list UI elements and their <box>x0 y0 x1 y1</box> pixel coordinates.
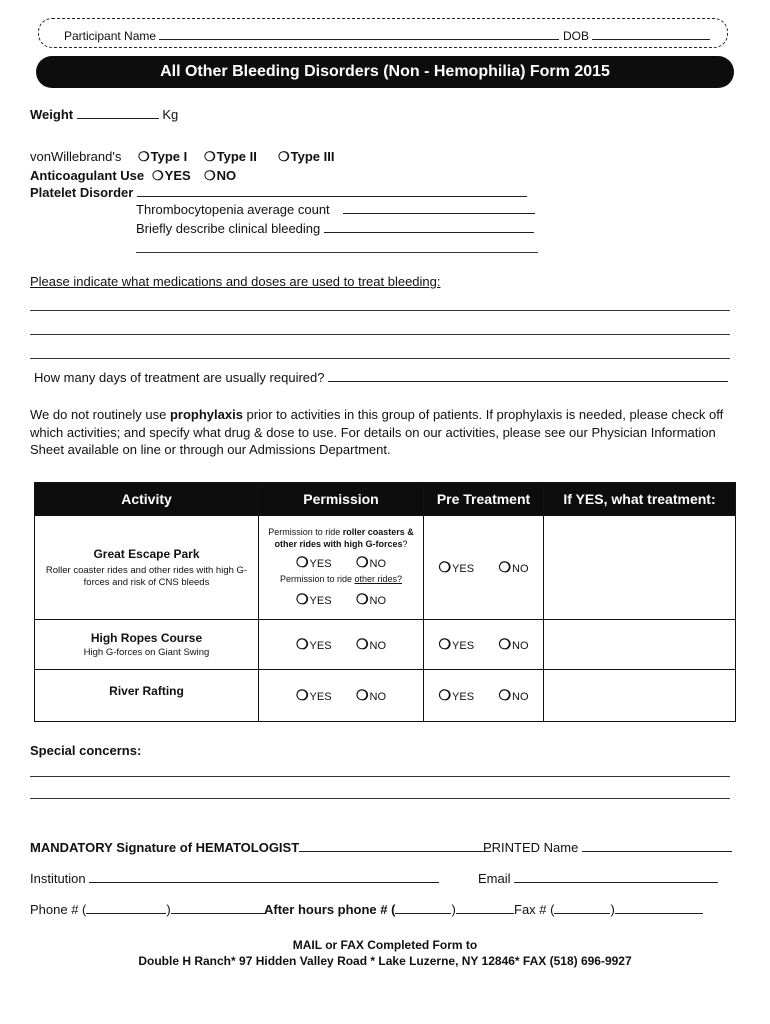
radio-icon: ❍ <box>355 554 369 570</box>
treatment-cell[interactable] <box>544 516 736 620</box>
signature-field[interactable] <box>30 840 491 855</box>
radio-icon: ❍ <box>498 635 512 652</box>
radio-icon: ❍ <box>498 558 512 575</box>
permission-question-2: Permission to ride other rides? <box>279 574 403 584</box>
radio-icon: ❍ <box>295 635 309 652</box>
pretreatment-yes-option[interactable]: ❍YES <box>438 558 475 575</box>
activity-description: High G-forces on Giant Swing <box>83 646 210 658</box>
institution-label: Institution <box>30 871 86 886</box>
platelet-label: Platelet Disorder <box>30 185 134 200</box>
thrombocytopenia-line[interactable] <box>343 202 535 214</box>
clinical-bleeding-line[interactable] <box>324 221 534 233</box>
activity-table <box>34 482 736 722</box>
weight-unit: Kg <box>162 107 179 122</box>
radio-icon: ❍ <box>355 635 369 652</box>
thrombocytopenia-label: Thrombocytopenia average count <box>136 202 330 217</box>
pretreatment-yes-option[interactable]: ❍YES <box>438 686 475 703</box>
phone-field[interactable]: Phone # ( ) <box>30 902 265 917</box>
special-concerns-label: Special concerns: <box>30 743 142 758</box>
weight-line[interactable] <box>77 107 159 119</box>
pretreatment-cell <box>424 670 544 722</box>
header-treatment: If YES, what treatment: <box>544 483 736 516</box>
type1-option[interactable]: ❍Type I <box>138 149 188 164</box>
type3-option[interactable]: ❍Type III <box>278 149 335 164</box>
permission-question-1: Permission to ride roller coasters & other rides with high G-forces? <box>268 527 414 549</box>
table-row <box>35 620 736 670</box>
permission-yes-option[interactable]: ❍YES <box>295 686 332 703</box>
dob-label: DOB <box>563 29 590 43</box>
participant-name-field[interactable] <box>64 28 559 43</box>
type2-option[interactable]: ❍Type II <box>204 149 257 164</box>
email-field[interactable] <box>478 871 718 886</box>
radio-icon: ❍ <box>278 149 290 164</box>
activity-cell <box>35 670 259 722</box>
prophylaxis-bold: prophylaxis <box>169 407 243 422</box>
treatment-cell[interactable] <box>544 620 736 670</box>
participant-name-line[interactable] <box>159 28 559 40</box>
activity-cell <box>35 516 259 620</box>
activity-name: Great Escape Park <box>93 546 200 561</box>
permission-no-option[interactable]: ❍NO <box>355 635 387 652</box>
radio-icon: ❍ <box>498 686 512 703</box>
activity-name: River Rafting <box>109 683 184 698</box>
fax-field[interactable]: Fax # ( ) <box>514 902 703 917</box>
institution-field[interactable] <box>30 871 439 886</box>
pretreatment-yes-option[interactable]: ❍YES <box>438 635 475 652</box>
signature-label: MANDATORY Signature of HEMATOLOGIST <box>30 840 300 855</box>
clinical-bleeding-field[interactable] <box>136 221 534 236</box>
medications-line-2[interactable] <box>30 334 730 335</box>
radio-icon: ❍ <box>138 149 150 164</box>
anticoagulant-yes-option[interactable]: ❍YES <box>152 168 191 183</box>
medications-line-3[interactable] <box>30 358 730 359</box>
dob-field[interactable] <box>563 28 710 43</box>
permission-yes-option[interactable]: ❍YES <box>295 635 332 652</box>
activity-description: Roller coaster rides and other rides with high G-forces and risk of CNS bleeds <box>45 564 248 588</box>
activity-cell <box>35 620 259 670</box>
table-row <box>35 516 736 620</box>
activity-table-header <box>35 483 736 516</box>
radio-icon: ❍ <box>295 686 309 703</box>
header-permission: Permission <box>259 483 424 516</box>
medications-line-1[interactable] <box>30 310 730 311</box>
printed-name-field[interactable] <box>483 840 732 855</box>
radio-icon: ❍ <box>438 558 452 575</box>
permission-yes-option[interactable]: ❍YES <box>295 591 332 607</box>
treatment-days-label: How many days of treatment are usually required? <box>34 370 325 385</box>
prophylaxis-paragraph: We do not routinely use prophylaxis prior to activities in this group of patients. If prophylaxis is needed, please check off which activities; and specify what drug & dose to use. For details on our activities, please see our Physician Information Sheet available on line or through our Admissions Department. <box>30 407 724 457</box>
permission-yes-option[interactable]: ❍YES <box>295 554 332 570</box>
permission-no-option[interactable]: ❍NO <box>355 686 387 703</box>
header-pre-treatment: Pre Treatment <box>424 483 544 516</box>
after-hours-phone-field[interactable]: After hours phone # ( ) <box>264 902 514 917</box>
email-line[interactable] <box>514 871 718 883</box>
footer-line-1: MAIL or FAX Completed Form to <box>292 938 478 952</box>
phone-label: Phone # ( <box>30 902 87 917</box>
radio-icon: ❍ <box>355 686 369 703</box>
permission-cell <box>259 670 424 722</box>
printed-name-label: PRINTED Name <box>483 840 579 855</box>
radio-icon: ❍ <box>295 554 309 570</box>
permission-cell <box>259 516 424 620</box>
clinical-bleeding-label: Briefly describe clinical bleeding <box>136 221 321 236</box>
pretreatment-no-option[interactable]: ❍NO <box>498 558 529 575</box>
treatment-days-field[interactable] <box>34 370 728 385</box>
radio-icon: ❍ <box>438 686 452 703</box>
pretreatment-no-option[interactable]: ❍NO <box>498 686 529 703</box>
treatment-cell[interactable] <box>544 670 736 722</box>
radio-icon: ❍ <box>152 168 164 183</box>
special-concerns-line-2[interactable] <box>30 798 730 799</box>
medications-prompt: Please indicate what medications and doses are used to treat bleeding: <box>30 274 441 289</box>
permission-no-option[interactable]: ❍NO <box>355 591 387 607</box>
anticoagulant-label: Anticoagulant Use <box>30 168 145 183</box>
email-label: Email <box>478 871 511 886</box>
radio-icon: ❍ <box>438 635 452 652</box>
pretreatment-no-option[interactable]: ❍NO <box>498 635 529 652</box>
form-title: All Other Bleeding Disorders (Non - Hemophilia) Form 2015 <box>36 56 734 88</box>
radio-icon: ❍ <box>295 591 309 607</box>
permission-cell <box>259 620 424 670</box>
pretreatment-cell <box>424 516 544 620</box>
fax-label: Fax # ( <box>514 902 555 917</box>
thrombocytopenia-field[interactable] <box>136 202 535 217</box>
signature-line[interactable] <box>299 840 491 852</box>
weight-field[interactable] <box>30 107 178 122</box>
platelet-line[interactable] <box>137 185 527 197</box>
permission-no-option[interactable]: ❍NO <box>355 554 387 570</box>
header-activity: Activity <box>35 483 259 516</box>
pretreatment-cell <box>424 620 544 670</box>
participant-name-label: Participant Name <box>64 29 157 43</box>
table-row <box>35 670 736 722</box>
dob-line[interactable] <box>592 28 710 40</box>
printed-name-line[interactable] <box>582 840 732 852</box>
after-hours-label: After hours phone # ( <box>264 902 396 917</box>
anticoagulant-no-option[interactable]: ❍NO <box>204 168 237 183</box>
radio-icon: ❍ <box>204 149 216 164</box>
activity-name: High Ropes Course <box>90 630 203 645</box>
weight-label: Weight <box>30 107 74 122</box>
treatment-days-line[interactable] <box>328 370 728 382</box>
special-concerns-line-1[interactable] <box>30 776 730 777</box>
institution-line[interactable] <box>89 871 439 883</box>
vonwillebrand-label: vonWillebrand's <box>30 149 122 164</box>
radio-icon: ❍ <box>204 168 216 183</box>
footer-line-2: Double H Ranch* 97 Hidden Valley Road * Lake Luzerne, NY 12846* FAX (518) 696-9927 <box>138 954 632 968</box>
platelet-field[interactable] <box>30 185 527 200</box>
radio-icon: ❍ <box>355 591 369 607</box>
clinical-bleeding-line-2[interactable] <box>136 252 538 253</box>
